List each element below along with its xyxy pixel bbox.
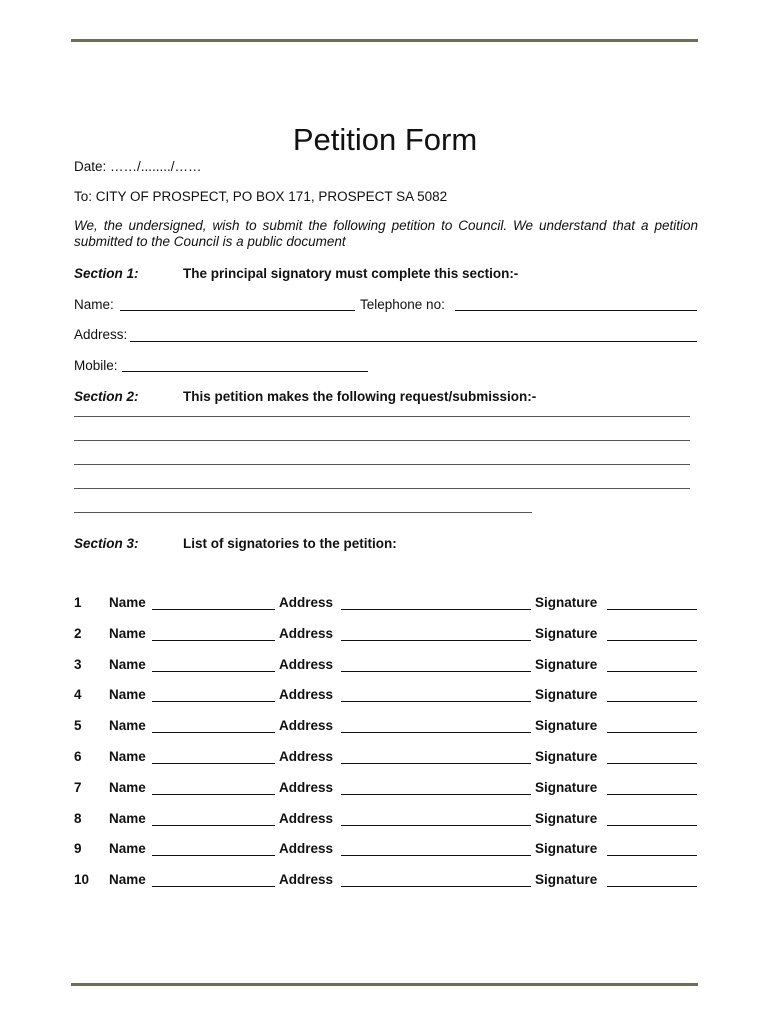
- row-address-field[interactable]: [341, 825, 531, 826]
- row-signature-label: Signature: [535, 779, 598, 795]
- row-number: 1: [74, 595, 82, 610]
- page-title: Petition Form: [292, 122, 478, 157]
- row-address-label: Address: [279, 687, 334, 703]
- row-name-label: Name: [109, 625, 146, 641]
- row-signature-label: Signature: [535, 595, 598, 610]
- row-name-field[interactable]: [152, 763, 275, 764]
- row-signature-label: Signature: [535, 841, 598, 857]
- row-name-label: Name: [109, 810, 146, 826]
- request-line-5[interactable]: [74, 512, 532, 513]
- section3-heading: List of signatories to the petition:: [183, 536, 397, 551]
- row-signature-label: Signature: [535, 625, 598, 641]
- row-name-field[interactable]: [152, 609, 275, 610]
- signatory-row: [74, 687, 698, 705]
- row-address-label: Address: [279, 718, 334, 734]
- section1-label: Section 1:: [74, 266, 139, 281]
- request-line-3[interactable]: [74, 464, 690, 465]
- row-signature-field[interactable]: [607, 763, 697, 764]
- signatory-row: [74, 749, 698, 767]
- row-address-label: Address: [279, 779, 334, 795]
- row-address-field[interactable]: [341, 886, 531, 887]
- row-number: 5: [74, 718, 82, 734]
- row-name-field[interactable]: [152, 855, 275, 856]
- row-address-label: Address: [279, 841, 334, 857]
- row-address-field[interactable]: [341, 701, 531, 702]
- telephone-label: Telephone no:: [360, 297, 445, 312]
- top-rule: [71, 39, 698, 42]
- row-signature-field[interactable]: [607, 640, 697, 641]
- row-signature-field[interactable]: [607, 701, 697, 702]
- row-name-label: Name: [109, 749, 146, 764]
- row-signature-field[interactable]: [607, 886, 697, 887]
- address-field[interactable]: [130, 329, 697, 342]
- row-signature-field[interactable]: [607, 732, 697, 733]
- row-number: 4: [74, 687, 82, 703]
- signatory-row: [74, 657, 698, 675]
- intro-paragraph: We, the undersigned, wish to submit the following petition to Council. We understand that a petition submitted to the Council is a public document: [74, 218, 698, 249]
- name-label: Name:: [74, 297, 114, 312]
- row-address-field[interactable]: [341, 794, 531, 795]
- section2-heading: This petition makes the following request/submission:-: [183, 389, 537, 404]
- row-address-field[interactable]: [341, 732, 531, 733]
- row-number: 7: [74, 779, 82, 795]
- date-line: Date: ……/......../……: [74, 159, 202, 174]
- to-line: To: CITY OF PROSPECT, PO BOX 171, PROSPECT SA 5082: [74, 189, 448, 204]
- name-field[interactable]: [120, 298, 355, 311]
- request-line-4[interactable]: [74, 488, 690, 489]
- row-address-field[interactable]: [341, 609, 531, 610]
- row-name-label: Name: [109, 718, 146, 734]
- telephone-field[interactable]: [455, 298, 697, 311]
- signatory-row: [74, 841, 698, 859]
- request-line-1[interactable]: [74, 416, 690, 417]
- mobile-field[interactable]: [122, 359, 368, 372]
- row-number: 8: [74, 810, 82, 826]
- section3-label: Section 3:: [74, 536, 139, 551]
- signatory-row: [74, 872, 698, 890]
- row-address-field[interactable]: [341, 640, 531, 641]
- row-address-field[interactable]: [341, 855, 531, 856]
- row-signature-label: Signature: [535, 872, 598, 888]
- row-signature-label: Signature: [535, 718, 598, 734]
- row-number: 10: [74, 872, 90, 888]
- section1-heading: The principal signatory must complete this section:-: [183, 266, 519, 281]
- row-address-label: Address: [279, 810, 334, 826]
- row-name-field[interactable]: [152, 825, 275, 826]
- row-name-label: Name: [109, 779, 146, 795]
- mobile-label: Mobile:: [74, 358, 118, 373]
- signatory-row: [74, 595, 698, 613]
- signatory-row: [74, 811, 698, 829]
- row-name-field[interactable]: [152, 640, 275, 641]
- row-signature-label: Signature: [535, 656, 598, 672]
- row-name-label: Name: [109, 872, 146, 888]
- row-address-field[interactable]: [341, 763, 531, 764]
- row-name-field[interactable]: [152, 886, 275, 887]
- row-name-field[interactable]: [152, 671, 275, 672]
- row-name-label: Name: [109, 841, 146, 857]
- row-number: 9: [74, 841, 82, 857]
- row-name-label: Name: [109, 687, 146, 703]
- row-signature-label: Signature: [535, 749, 598, 764]
- row-address-label: Address: [279, 595, 334, 610]
- row-signature-label: Signature: [535, 687, 598, 703]
- row-address-label: Address: [279, 872, 334, 888]
- row-signature-field[interactable]: [607, 671, 697, 672]
- signatory-row: [74, 718, 698, 736]
- request-line-2[interactable]: [74, 440, 690, 441]
- row-name-field[interactable]: [152, 701, 275, 702]
- signatory-row: [74, 626, 698, 644]
- bottom-rule: [71, 983, 698, 986]
- row-address-label: Address: [279, 625, 334, 641]
- address-label: Address:: [74, 327, 128, 342]
- row-name-label: Name: [109, 595, 146, 610]
- row-name-label: Name: [109, 656, 146, 672]
- section2-label: Section 2:: [74, 389, 139, 404]
- row-name-field[interactable]: [152, 732, 275, 733]
- row-signature-field[interactable]: [607, 825, 697, 826]
- row-number: 6: [74, 749, 82, 764]
- row-signature-field[interactable]: [607, 794, 697, 795]
- row-signature-label: Signature: [535, 810, 598, 826]
- row-address-label: Address: [279, 656, 334, 672]
- row-address-label: Address: [279, 749, 334, 764]
- row-name-field[interactable]: [152, 794, 275, 795]
- row-number: 2: [74, 625, 82, 641]
- row-signature-field[interactable]: [607, 609, 697, 610]
- signatory-row: [74, 780, 698, 798]
- row-address-field[interactable]: [341, 671, 531, 672]
- row-signature-field[interactable]: [607, 855, 697, 856]
- row-number: 3: [74, 656, 82, 672]
